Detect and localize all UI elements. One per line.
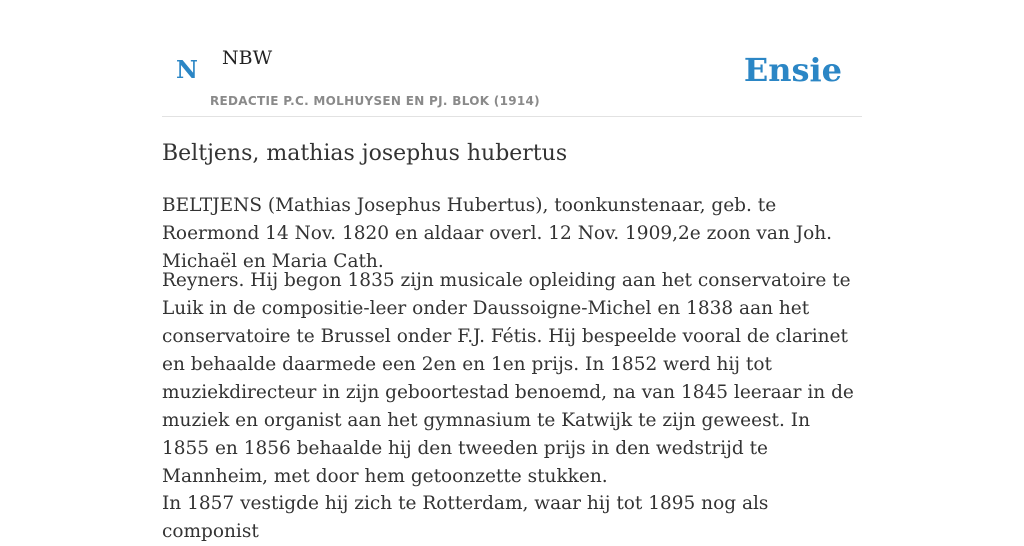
- source-name[interactable]: NBW: [222, 47, 273, 69]
- source-editors: REDACTIE P.C. MOLHUYSEN EN PJ. BLOK (1914): [210, 94, 540, 108]
- article-paragraph: In 1857 vestigde hij zich te Rotterdam, waar hij tot 1895 nog als componist: [162, 493, 769, 542]
- site-header: [162, 0, 862, 117]
- source-logo[interactable]: N: [176, 55, 198, 84]
- article-paragraph: BELTJENS (Mathias Josephus Hubertus), toonkunstenaar, geb. te Roermond 14 Nov. 1820 en aldaar overl. 12 Nov. 1909,2e zoon van Joh. Michaël en Maria Cath.: [162, 195, 833, 272]
- article-title: Beltjens, mathias josephus hubertus: [162, 141, 568, 166]
- article-paragraph: Reyners. Hij begon 1835 zijn musicale opleiding aan het conservatoire te Luik in de compositie-leer onder Daussoigne-Michel en 1838 aan het conservatoire te Brussel onder F.J. Fétis. Hij bespeelde vooral de clarinet en behaalde daarmede een 2en en 1en prijs. In 1852 werd hij tot muziekdirecteur in zijn geboortestad benoemd, na van 1845 leeraar in de muziek en organist aan het gymnasium te Katwijk te zijn geweest. In 1855 en 1856 behaalde hij den tweeden prijs in den wedstrijd te Mannheim, met door hem getoonzette stukken.: [162, 270, 854, 487]
- ensie-logo-link[interactable]: Ensie: [743, 51, 842, 89]
